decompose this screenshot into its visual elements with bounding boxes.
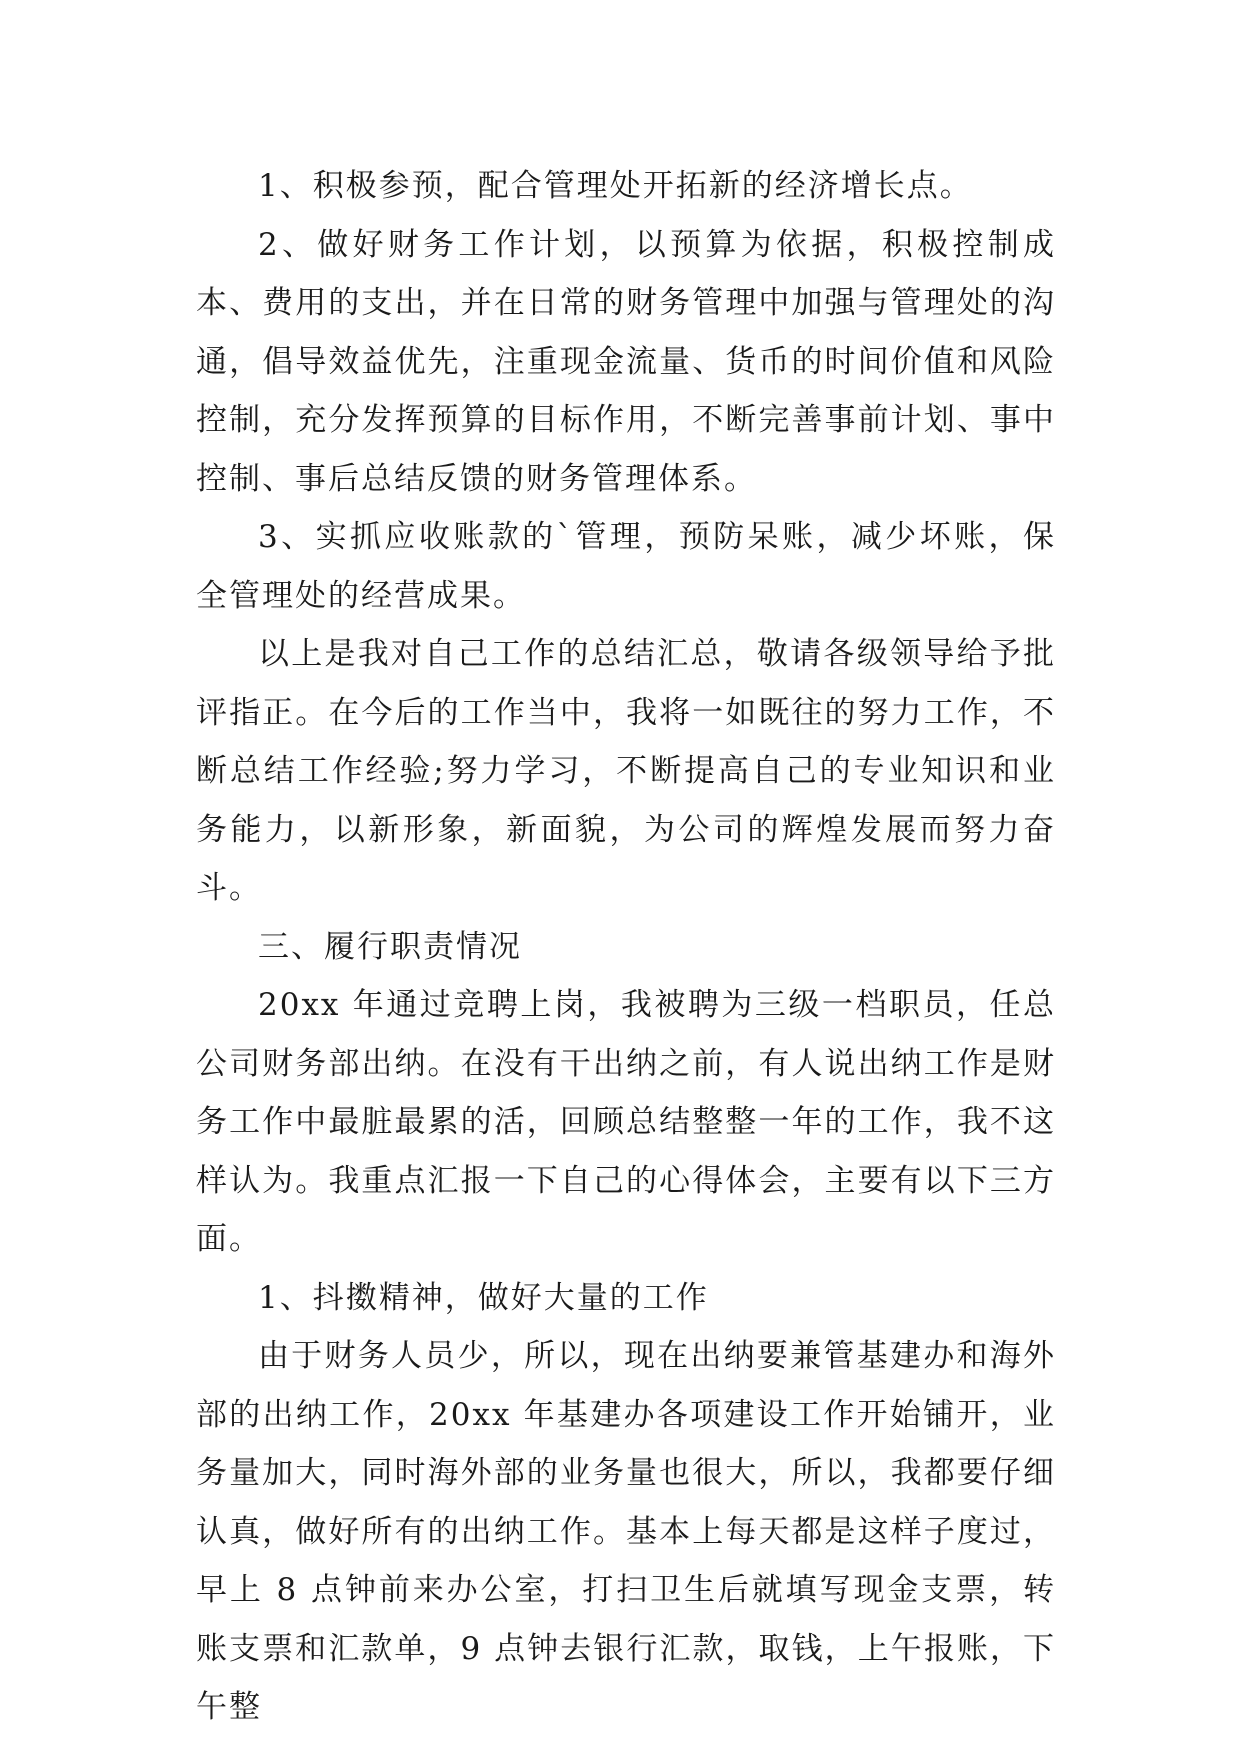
paragraph-2: 2、做好财务工作计划，以预算为依据，积极控制成本、费用的支出，并在日常的财务管理中加强与管理处的沟通，倡导效益优先，注重现金流量、货币的时间价值和风险控制，充分发挥预算的目标作用，不断完善事前计划、事中控制、事后总结反馈的财务管理体系。: [196, 226, 1056, 497]
section-heading: 三、履行职责情况: [258, 928, 522, 965]
paragraph-6: 20xx 年通过竞聘上岗，我被聘为三级一档职员，任总公司财务部出纳。在没有干出纳之前，有人说出纳工作是财务工作中最脏最累的活，回顾总结整整一年的工作，我不这样认为。我重点汇报一下自己的心得体会，主要有以下三方面。: [196, 987, 1056, 1257]
document-body: [196, 157, 1056, 1737]
paragraph-1: 1、积极参预，配合管理处开拓新的经济增长点。: [258, 168, 973, 204]
paragraph-8: 由于财务人员少，所以，现在出纳要兼管基建办和海外部的出纳工作，20xx 年基建办各项建设工作开始铺开，业务量加大，同时海外部的业务量也很大，所以，我都要仔细认真，做好所有的出纳工作。基本上每天都是这样子度过，早上 8 点钟前来办公室，打扫卫生后就填写现金支票，转账支票和汇款单，9 点钟去银行汇款，取钱，上午报账，下午整: [196, 1338, 1056, 1725]
paragraph-3: 3、实抓应收账款的`管理，预防呆账，减少坏账，保全管理处的经营成果。: [196, 519, 1056, 614]
paragraph-4: 以上是我对自己工作的总结汇总，敬请各级领导给予批评指正。在今后的工作当中，我将一如既往的努力工作，不断总结工作经验;努力学习，不断提高自己的专业知识和业务能力，以新形象，新面貌，为公司的辉煌发展而努力奋斗。: [196, 636, 1056, 906]
subsection-heading: 1、抖擞精神，做好大量的工作: [258, 1279, 709, 1316]
